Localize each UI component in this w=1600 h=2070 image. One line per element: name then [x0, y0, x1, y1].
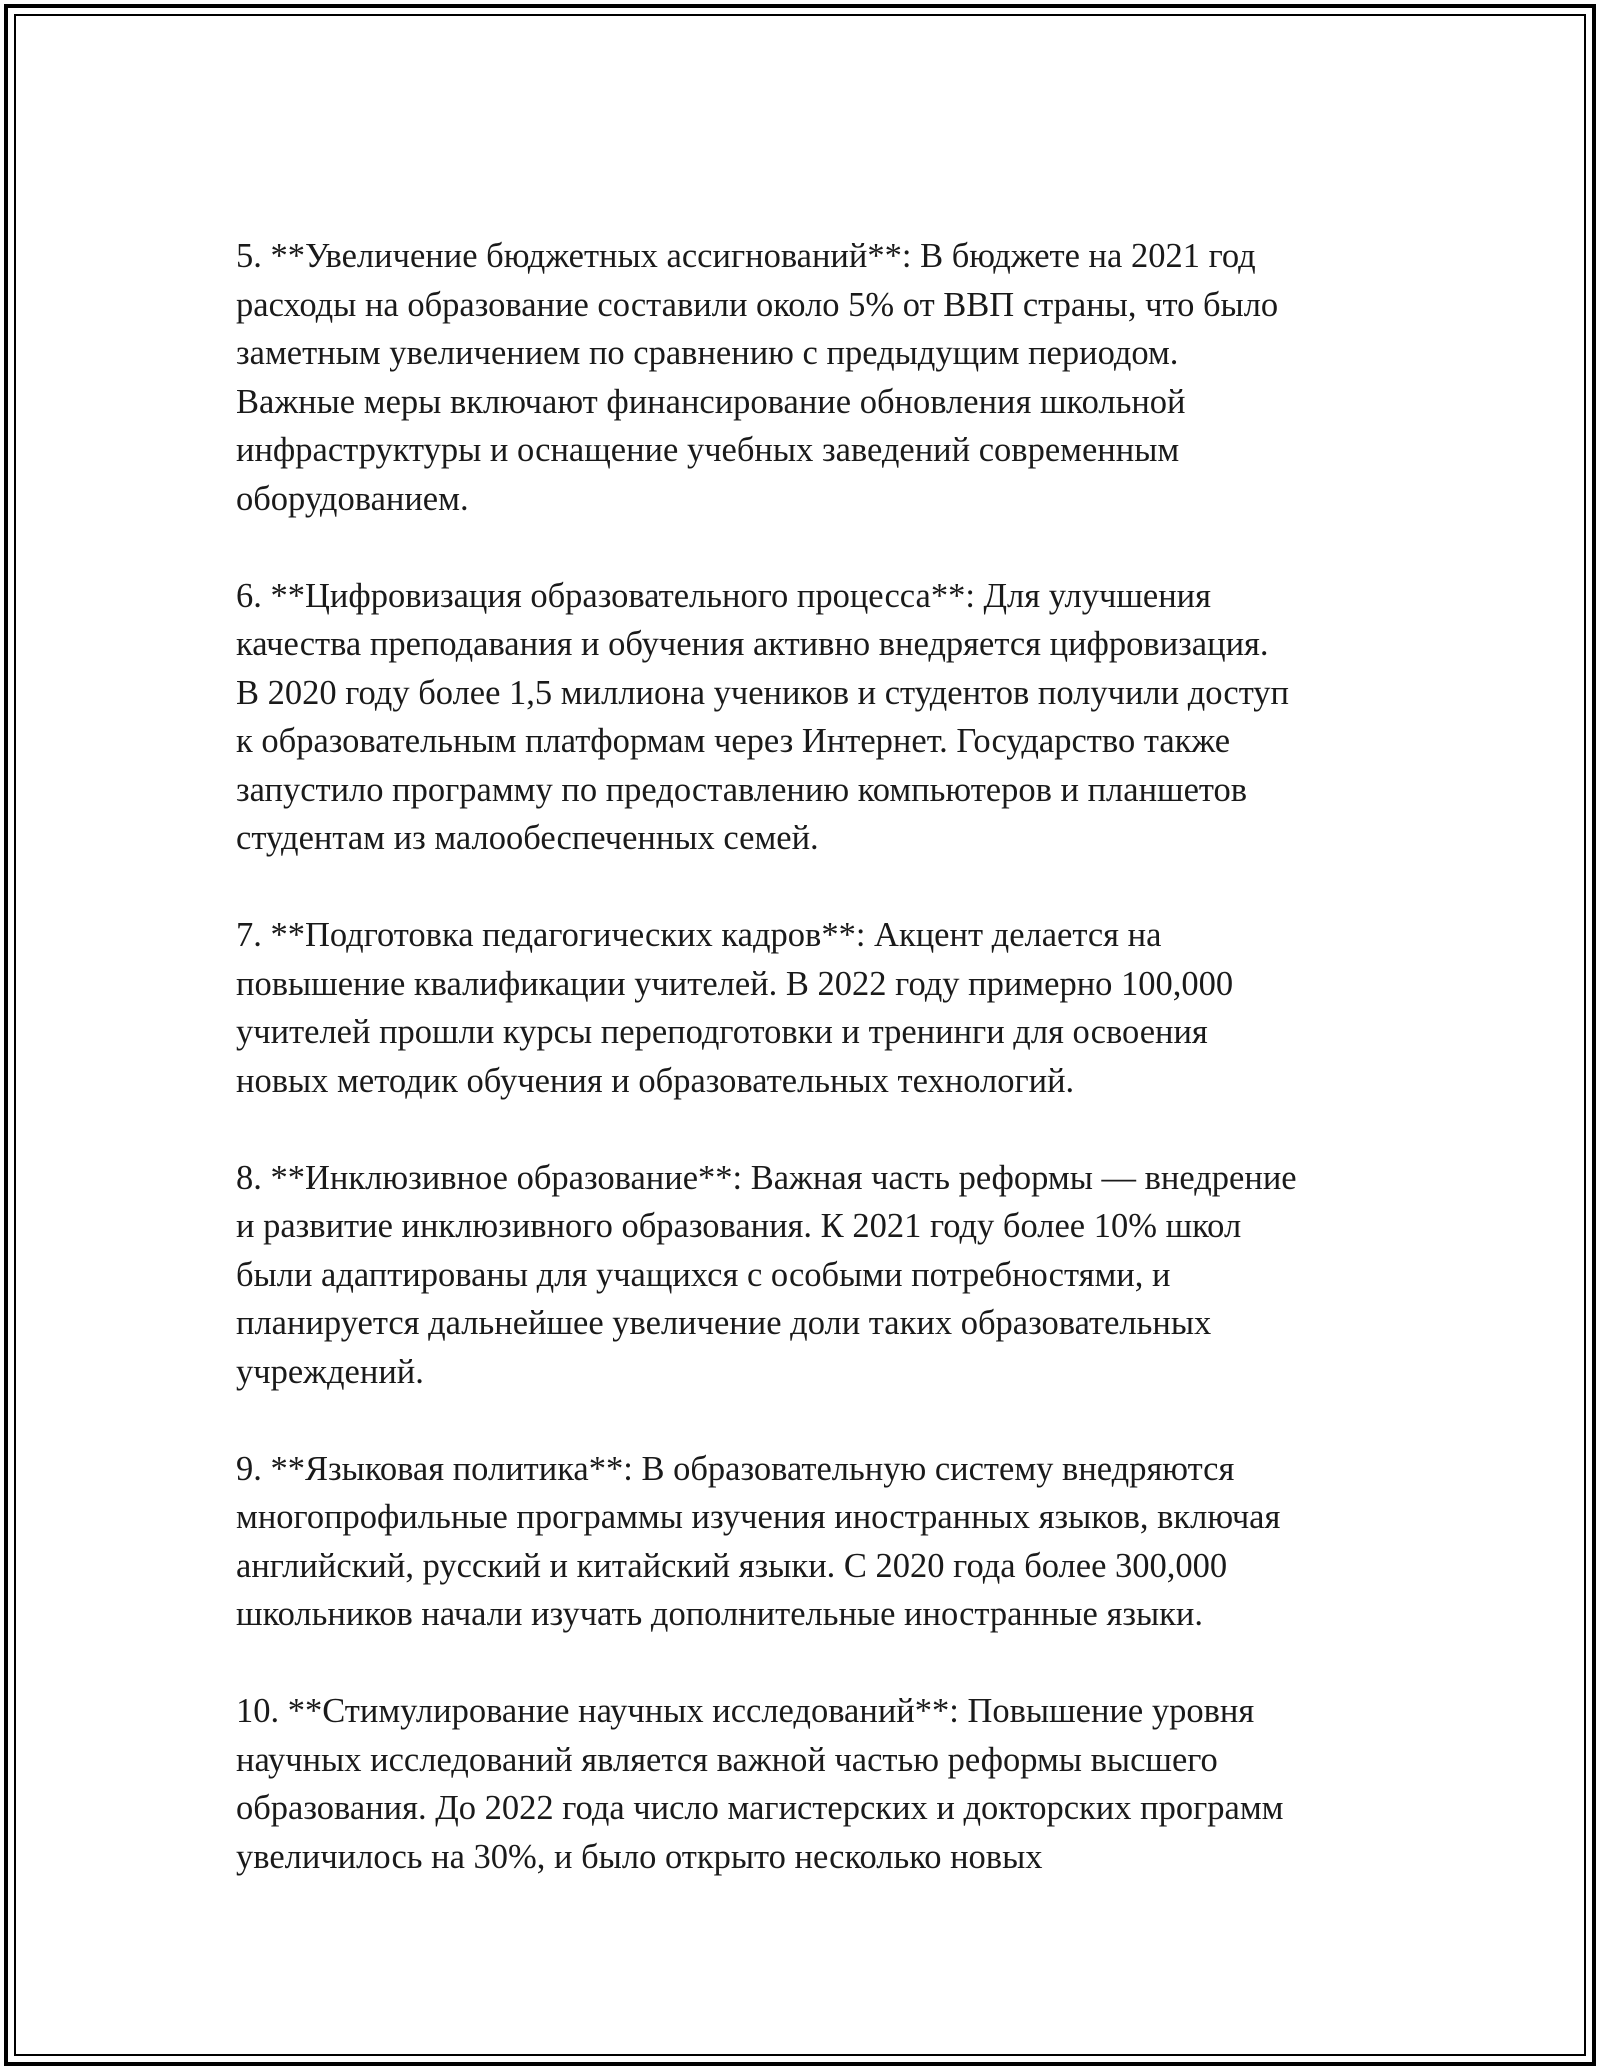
- text-line: студентам из малообеспеченных семей.: [236, 819, 819, 857]
- paragraph-inclusive-education: [236, 1154, 1376, 1397]
- text-line: 8. **Инклюзивное образование**: Важная часть реформы — внедрение: [236, 1158, 1297, 1197]
- paragraph-research: [236, 1687, 1376, 1881]
- text-line: запустило программу по предоставлению компьютеров и планшетов: [236, 770, 1248, 809]
- text-line: учителей прошли курсы переподготовки и тренинги для освоения: [236, 1013, 1208, 1051]
- text-line: многопрофильные программы изучения иностранных языков, включая: [236, 1498, 1281, 1536]
- text-line: английский, русский и китайский языки. С 2020 года более 300,000: [236, 1546, 1228, 1585]
- text-line: заметным увеличением по сравнению с предыдущим периодом.: [236, 334, 1179, 372]
- text-line: 7. **Подготовка педагогических кадров**: Акцент делается на: [236, 916, 1162, 954]
- paragraph-teacher-training: [236, 911, 1376, 1105]
- text-line: 10. **Стимулирование научных исследований**: Повышение уровня: [236, 1692, 1255, 1730]
- text-line: оборудованием.: [236, 479, 469, 518]
- text-line: качества преподавания и обучения активно внедряется цифровизация.: [236, 625, 1269, 663]
- text-line: были адаптированы для учащихся с особыми потребностями, и: [236, 1255, 1171, 1294]
- paragraph-digitalization: [236, 572, 1376, 863]
- paragraph-language-policy: [236, 1445, 1376, 1639]
- text-line: 6. **Цифровизация образовательного процесса**: Для улучшения: [236, 576, 1211, 615]
- text-line: планируется дальнейшее увеличение доли таких образовательных: [236, 1304, 1212, 1342]
- text-line: Важные меры включают финансирование обновления школьной: [236, 382, 1186, 421]
- text-line: 9. **Языковая политика**: В образовательную систему внедряются: [236, 1449, 1235, 1488]
- paragraph-budget: [236, 232, 1376, 523]
- text-line: инфраструктуры и оснащение учебных заведений современным: [236, 431, 1180, 469]
- text-line: новых методик обучения и образовательных технологий.: [236, 1061, 1075, 1100]
- text-line: образования. До 2022 года число магистерских и докторских программ: [236, 1789, 1284, 1827]
- text-line: к образовательным платформам через Интернет. Государство также: [236, 722, 1231, 760]
- text-line: научных исследований является важной частью реформы высшего: [236, 1740, 1218, 1779]
- text-line: 5. **Увеличение бюджетных ассигнований**: В бюджете на 2021 год: [236, 237, 1256, 275]
- text-line: увеличилось на 30%, и было открыто несколько новых: [236, 1837, 1043, 1876]
- text-line: и развитие инклюзивного образования. К 2021 году более 10% школ: [236, 1207, 1242, 1245]
- text-line: учреждений.: [236, 1352, 424, 1391]
- text-line: повышение квалификации учителей. В 2022 году примерно 100,000: [236, 964, 1234, 1003]
- document-body: [236, 232, 1376, 1881]
- text-line: расходы на образование составили около 5% от ВВП страны, что было: [236, 285, 1279, 324]
- text-line: школьников начали изучать дополнительные иностранные языки.: [236, 1595, 1204, 1633]
- text-line: В 2020 году более 1,5 миллиона учеников и студентов получили доступ: [236, 673, 1290, 712]
